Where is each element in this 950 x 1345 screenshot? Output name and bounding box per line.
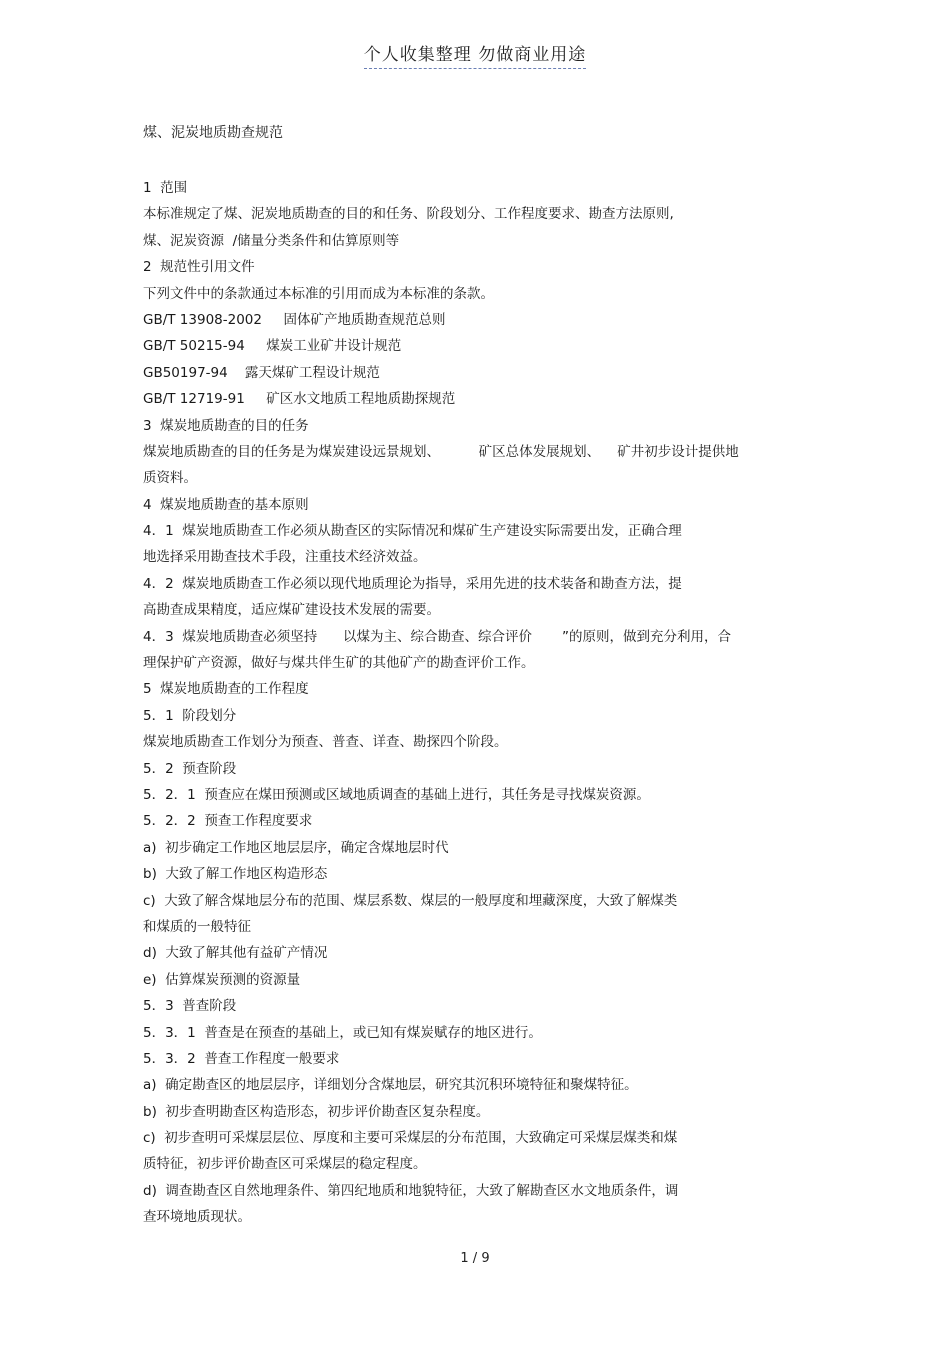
text-line: 煤炭地质勘查的目的任务是为煤炭建设远景规划、 矿区总体发展规划、 矿井初步设计提供地 (143, 443, 739, 460)
text-line: GB/T 50215-94 煤炭工业矿井设计规范 (143, 338, 402, 355)
text-line: 本标准规定了煤、泥炭地质勘查的目的和任务、阶段划分、工作程度要求、勘查方法原则, (143, 206, 674, 223)
document-title: 煤、泥炭地质勘查规范 (143, 125, 283, 141)
text-line: e) 估算煤炭预测的资源量 (143, 971, 301, 988)
text-line: 4．2 煤炭地质勘查工作必须以现代地质理论为指导，采用先进的技术装备和勘查方法，提 (143, 575, 682, 592)
text-line: 4 煤炭地质勘查的基本原则 (143, 496, 309, 513)
text-line: b) 大致了解工作地区构造形态 (143, 866, 328, 883)
text-line: 5．3．2 普查工作程度一般要求 (143, 1050, 340, 1067)
text-line: 质特征，初步评价勘查区可采煤层的稳定程度。 (143, 1156, 427, 1173)
header-watermark-text: 个人收集整理 勿做商业用途 (364, 40, 586, 69)
text-line: 3 煤炭地质勘查的目的任务 (143, 417, 309, 434)
text-line: 煤、泥炭资源 /储量分类条件和估算原则等 (143, 232, 400, 249)
text-line: a) 确定勘查区的地层层序，详细划分含煤地层，研究其沉积环境特征和聚煤特征。 (143, 1077, 638, 1094)
text-line: 查环境地质现状。 (143, 1209, 251, 1226)
text-line: a) 初步确定工作地区地层层序，确定含煤地层时代 (143, 839, 449, 856)
text-line: 质资料。 (143, 470, 197, 487)
text-line: GB50197-94 露天煤矿工程设计规范 (143, 364, 380, 381)
text-line: 5．2．1 预查应在煤田预测或区域地质调查的基础上进行，其任务是寻找煤炭资源。 (143, 786, 650, 803)
page-header (0, 40, 950, 69)
text-line: c) 初步查明可采煤层层位、厚度和主要可采煤层的分布范围，大致确定可采煤层煤类和煤 (143, 1130, 678, 1147)
text-line: GB/T 12719-91 矿区水文地质工程地质勘探规范 (143, 391, 456, 408)
text-line: 煤炭地质勘查工作划分为预查、普查、详查、勘探四个阶段。 (143, 734, 508, 751)
text-line: 理保护矿产资源，做好与煤共伴生矿的其他矿产的勘查评价工作。 (143, 655, 535, 672)
text-line: b) 初步查明勘查区构造形态，初步评价勘查区复杂程度。 (143, 1103, 490, 1120)
text-line: 4．1 煤炭地质勘查工作必须从勘查区的实际情况和煤矿生产建设实际需要出发，正确合理 (143, 523, 682, 540)
text-line: 地选择采用勘查技术手段，注重技术经济效益。 (143, 549, 427, 566)
text-line: 高勘查成果精度，适应煤矿建设技术发展的需要。 (143, 602, 440, 619)
text-line: 5 煤炭地质勘查的工作程度 (143, 681, 309, 698)
text-line: 5．3 普查阶段 (143, 998, 237, 1015)
text-line: 5．2 预查阶段 (143, 760, 237, 777)
text-line: 5．2．2 预查工作程度要求 (143, 813, 313, 830)
text-line: 和煤质的一般特征 (143, 918, 251, 935)
document-body (143, 175, 823, 1231)
page-number: 1 / 9 (460, 1251, 490, 1266)
text-line: 1 范围 (143, 180, 188, 196)
text-line: c) 大致了解含煤地层分布的范围、煤层系数、煤层的一般厚度和埋藏深度，大致了解煤类 (143, 892, 678, 909)
text-line: d) 调查勘查区自然地理条件、第四纪地质和地貌特征，大致了解勘查区水文地质条件，调 (143, 1182, 679, 1199)
text-line: 4．3 煤炭地质勘查必须坚持 以煤为主、综合勘查、综合评价 ”的原则，做到充分利用，合 (143, 628, 732, 645)
text-line: 5．3．1 普查是在预查的基础上，或已知有煤炭赋存的地区进行。 (143, 1024, 542, 1041)
text-line: 下列文件中的条款通过本标准的引用而成为本标准的条款。 (143, 285, 494, 302)
text-line: GB/T 13908-2002 固体矿产地质勘查规范总则 (143, 311, 446, 328)
text-line: d) 大致了解其他有益矿产情况 (143, 945, 328, 962)
text-line: 5．1 阶段划分 (143, 707, 237, 724)
text-line: 2 规范性引用文件 (143, 259, 255, 276)
